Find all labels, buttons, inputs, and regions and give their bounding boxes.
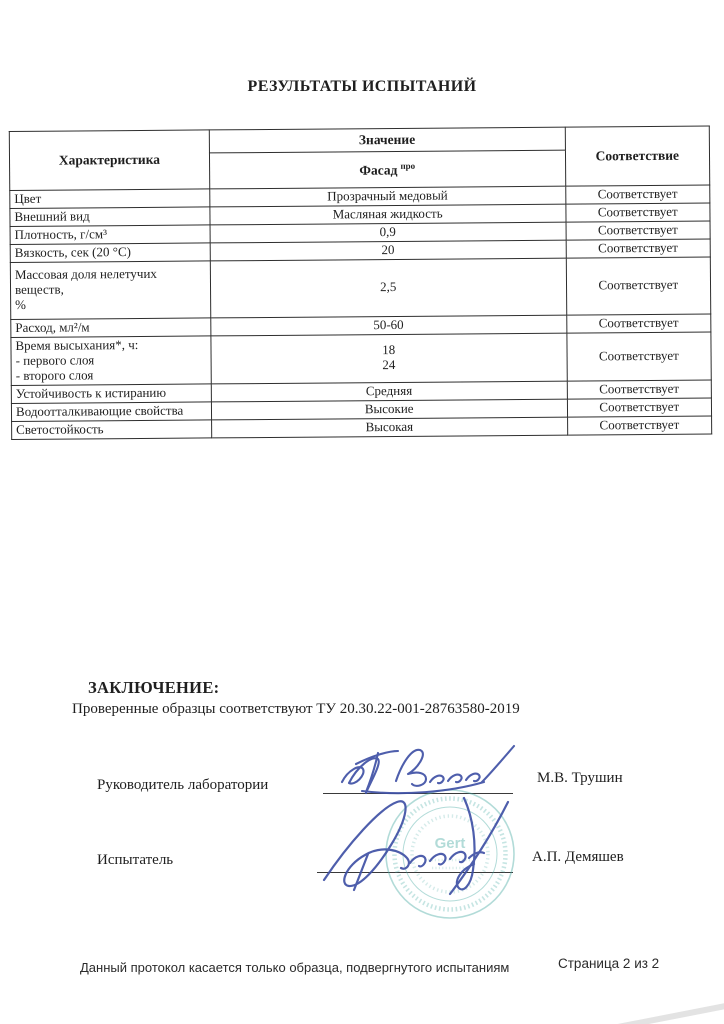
signature-ink-2 — [312, 792, 524, 900]
row-value: Масляная жидкость — [210, 204, 566, 225]
row-name: Массовая доля нелетучих веществ, % — [10, 261, 210, 320]
header-characteristic: Характеристика — [9, 130, 209, 191]
header-compliance: Соответствие — [565, 126, 710, 186]
footer-note: Данный протокол касается только образца, подвергнутого испытаниям — [80, 960, 510, 975]
page-title: РЕЗУЛЬТАТЫ ИСПЫТАНИЙ — [247, 78, 477, 95]
row-value: 20 — [210, 240, 566, 261]
row-compliance: Соответствует — [567, 398, 712, 417]
row-compliance: Соответствует — [566, 239, 711, 258]
header-value-group: Значение — [209, 127, 565, 153]
row-compliance: Соответствует — [566, 332, 711, 381]
row-compliance: Соответствует — [565, 185, 710, 204]
signature-ink-1 — [332, 740, 522, 800]
row-value: Прозрачный медовый — [210, 186, 566, 207]
table-row — [11, 332, 711, 385]
row-value: Высокие — [211, 399, 567, 420]
row-compliance: Соответствует — [566, 257, 711, 315]
row-value: 50-60 — [211, 315, 567, 336]
product-superscript: про — [400, 160, 416, 171]
table-header-row-1 — [9, 126, 709, 154]
row-name: Время высыхания*, ч: - первого слоя - второго слоя — [11, 336, 211, 386]
conclusion-text: Проверенные образцы соответствуют ТУ 20.30.22-001-28763580-2019 — [72, 701, 520, 717]
table-row — [10, 257, 710, 319]
signature-name-lab-head: М.В. Трушин — [537, 770, 623, 786]
header-product-cell — [209, 150, 565, 189]
conclusion-heading: ЗАКЛЮЧЕНИЕ: — [88, 678, 220, 697]
results-table — [9, 125, 712, 439]
signature-role-tester: Испытатель — [97, 852, 174, 868]
row-compliance: Соответствует — [565, 203, 710, 222]
row-name: Светостойкость — [12, 419, 212, 439]
footer-page-number: Страница 2 из 2 — [558, 956, 660, 971]
row-compliance: Соответствует — [567, 380, 712, 399]
row-compliance: Соответствует — [566, 221, 711, 240]
row-name: Внешний вид — [10, 207, 210, 227]
row-name: Расход, мл²/м — [11, 318, 211, 338]
row-value: 0,9 — [210, 222, 566, 243]
product-name: Фасад — [359, 162, 398, 178]
signature-name-tester: А.П. Демяшев — [532, 849, 624, 865]
row-name: Устойчивость к истиранию — [11, 384, 211, 404]
row-name: Цвет — [10, 189, 210, 209]
stamp-center-text: Gert — [434, 835, 466, 852]
row-value: Средняя — [211, 381, 567, 402]
row-value: 2,5 — [210, 258, 566, 318]
signature-role-lab-head: Руководитель лаборатории — [97, 777, 269, 793]
row-value: 18 24 — [211, 333, 567, 384]
row-compliance: Соответствует — [566, 314, 711, 333]
row-value: Высокая — [211, 417, 567, 438]
row-compliance: Соответствует — [567, 416, 712, 435]
row-name: Вязкость, сек (20 °С) — [10, 243, 210, 263]
row-name: Плотность, г/см³ — [10, 225, 210, 245]
row-name: Водоотталкивающие свойства — [11, 402, 211, 422]
scan-edge-artifact — [565, 998, 724, 1024]
